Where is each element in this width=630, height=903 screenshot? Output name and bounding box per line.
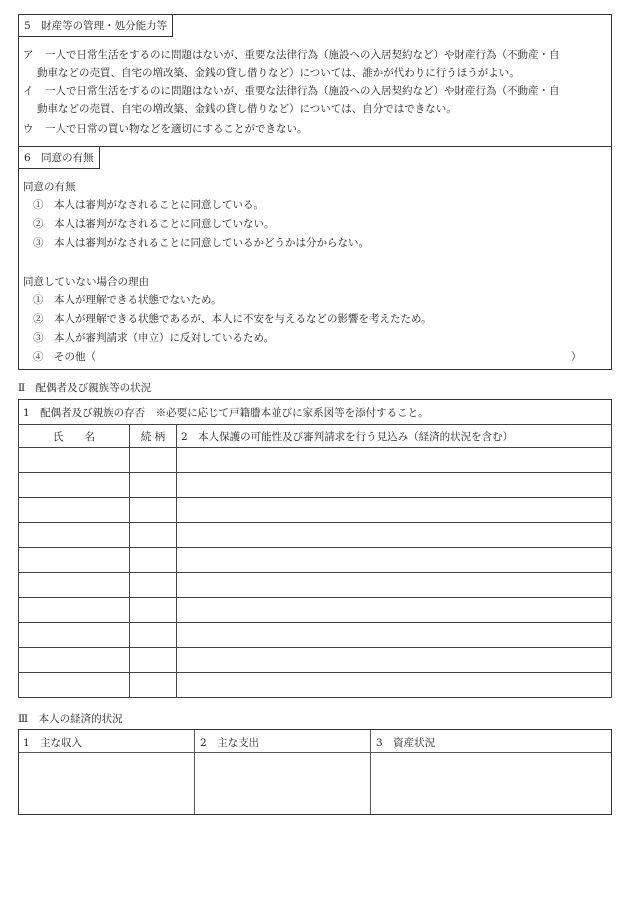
col-expense-header: 2 主な支出 [200, 737, 260, 749]
table-row [19, 498, 612, 523]
col-prospect-header: 2 本人保護の可能性及び審判請求を行う見込み（経済的状況を含む） [177, 425, 612, 448]
reason-option-2: ② 本人が理解できる状態であるが、本人に不安を与えるなどの影響を考えたため。 [33, 313, 432, 325]
relation-cell[interactable] [130, 623, 177, 648]
family-table [18, 424, 612, 698]
reason-other-close: ） [571, 351, 582, 363]
prospect-cell[interactable] [177, 548, 612, 573]
family-subheader-text: 1 配偶者及び親族の存否 ※必要に応じて戸籍謄本並びに家系図等を添付すること。 [23, 407, 429, 419]
relation-cell[interactable] [130, 523, 177, 548]
consent-option-1: ① 本人は審判がなされることに同意している。 [33, 199, 264, 211]
income-cell[interactable] [19, 753, 194, 815]
table-row [19, 448, 612, 473]
name-cell[interactable] [19, 673, 130, 698]
section-6-header: 6 同意の有無 [19, 147, 100, 169]
name-cell[interactable] [19, 598, 130, 623]
section-5-box [18, 14, 612, 147]
relation-cell[interactable] [130, 673, 177, 698]
reason-option-other: ④ その他（ [33, 351, 96, 363]
name-cell[interactable] [19, 523, 130, 548]
option-i-line1: 一人で日常生活をするのに問題はないが、重要な法律行為（施設への入居契約など）や財産行為（不動産・自 [45, 85, 560, 97]
option-u-mark: ウ [23, 123, 34, 135]
expense-cell[interactable] [195, 753, 370, 815]
reason-title: 同意していない場合の理由 [23, 276, 149, 288]
section-2-title: Ⅱ 配偶者及び親族等の状況 [18, 382, 152, 394]
col-assets-header: 3 資産状況 [376, 737, 436, 749]
col-income-header: 1 主な収入 [23, 737, 83, 749]
reason-option-3: ③ 本人が審判請求（申立）に反対しているため。 [33, 332, 275, 344]
section-5-header: 5 財産等の管理・処分能力等 [19, 15, 173, 37]
option-i-mark: イ [23, 85, 34, 97]
name-cell[interactable] [19, 548, 130, 573]
prospect-cell[interactable] [177, 573, 612, 598]
option-a-mark: ア [23, 49, 34, 61]
relation-cell[interactable] [130, 448, 177, 473]
prospect-cell[interactable] [177, 448, 612, 473]
section-3-title: Ⅲ 本人の経済的状況 [18, 713, 123, 725]
option-i-line2: 動車などの売買、自宅の増改築、金銭の貸し借りなど）については、自分ではできない。 [37, 103, 457, 115]
name-cell[interactable] [19, 473, 130, 498]
relation-cell[interactable] [130, 648, 177, 673]
prospect-cell[interactable] [177, 598, 612, 623]
section-6-box [18, 146, 612, 370]
name-cell[interactable] [19, 648, 130, 673]
table-row [19, 573, 612, 598]
table-row [19, 548, 612, 573]
name-cell[interactable] [19, 448, 130, 473]
consent-title: 同意の有無 [23, 181, 76, 193]
prospect-cell[interactable] [177, 673, 612, 698]
name-cell[interactable] [19, 623, 130, 648]
relation-cell[interactable] [130, 598, 177, 623]
name-cell[interactable] [19, 573, 130, 598]
option-a-line1: 一人で日常生活をするのに問題はないが、重要な法律行為（施設への入居契約など）や財産行為（不動産・自 [45, 49, 560, 61]
prospect-cell[interactable] [177, 623, 612, 648]
table-row [19, 473, 612, 498]
option-a-line2: 動車などの売買、自宅の増改築、金銭の貸し借りなど）については、誰かが代わりに行うほうがよい。 [37, 67, 520, 79]
relation-cell[interactable] [130, 548, 177, 573]
table-row [19, 523, 612, 548]
option-u-line1: 一人で日常の買い物などを適切にすることができない。 [45, 123, 308, 135]
table-row [19, 648, 612, 673]
prospect-cell[interactable] [177, 473, 612, 498]
relation-cell[interactable] [130, 498, 177, 523]
consent-option-3: ③ 本人は審判がなされることに同意しているかどうかは分からない。 [33, 237, 369, 249]
prospect-cell[interactable] [177, 523, 612, 548]
table-row [19, 673, 612, 698]
assets-cell[interactable] [371, 753, 611, 815]
family-table-header [19, 425, 612, 448]
col-relation-header: 続 柄 [130, 425, 177, 448]
reason-option-1: ① 本人が理解できる状態でないため。 [33, 294, 222, 306]
table-row [19, 623, 612, 648]
prospect-cell[interactable] [177, 498, 612, 523]
family-subheader [18, 399, 612, 425]
relation-cell[interactable] [130, 573, 177, 598]
economic-table [18, 729, 612, 815]
consent-option-2: ② 本人は審判がなされることに同意していない。 [33, 218, 275, 230]
col-name-header: 氏 名 [19, 425, 130, 448]
table-row [19, 598, 612, 623]
prospect-cell[interactable] [177, 648, 612, 673]
name-cell[interactable] [19, 498, 130, 523]
relation-cell[interactable] [130, 473, 177, 498]
